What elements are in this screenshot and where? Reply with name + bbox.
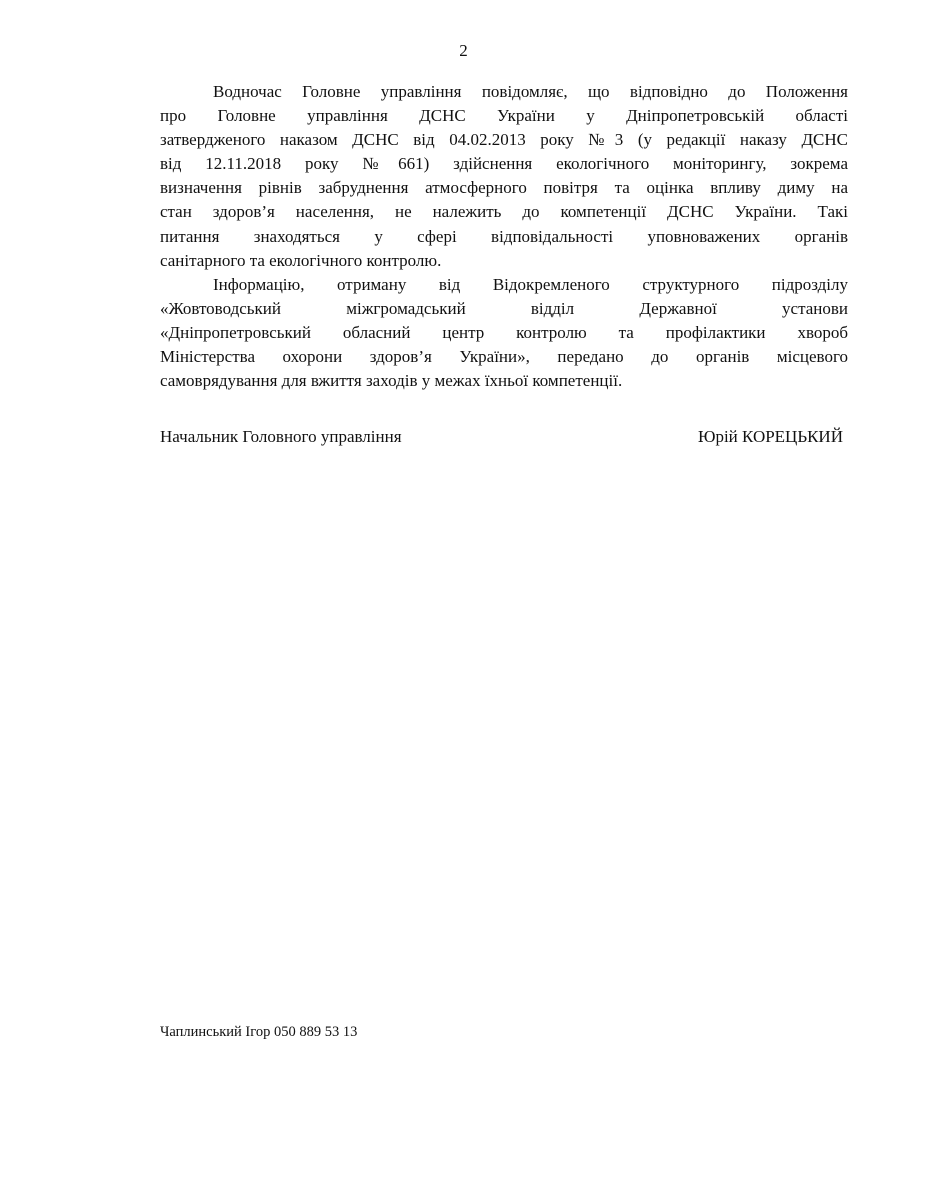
text-line: «Дніпропетровський обласний центр контролю та профілактики хвороб xyxy=(160,322,848,342)
text-line: визначення рівнів забруднення атмосферного повітря та оцінка впливу диму на xyxy=(160,178,848,198)
text-line: Водночас Головне управління повідомляє, що відповідно до Положення xyxy=(213,82,848,101)
text-line: «Жовтоводський міжгромадський відділ Державної установи xyxy=(160,298,848,318)
text-line: питання знаходяться у сфері відповідальності уповноважених органів xyxy=(160,226,848,246)
paragraph-2 xyxy=(160,273,848,393)
executor-contact: Чаплинський Ігор 050 889 53 13 xyxy=(160,1024,358,1040)
paragraph-1 xyxy=(160,80,848,273)
page-number: 2 xyxy=(459,41,468,60)
text-line: самоврядування для вжиття заходів у межах їхньої компетенції. xyxy=(160,371,623,391)
text-line: Міністерства охорони здоров’я України», передано до органів місцевого xyxy=(160,347,848,367)
letter-body xyxy=(160,80,848,393)
text-line: санітарного та екологічного контролю. xyxy=(160,250,442,270)
text-line: від 12.11.2018 року №661) здійснення екологічного моніторингу, зокрема xyxy=(160,154,848,174)
text-line: Інформацію, отриману від Відокремленого структурного підрозділу xyxy=(213,274,848,294)
signatory-name: Юрій КОРЕЦЬКИЙ xyxy=(697,427,843,446)
signatory-position: Начальник Головного управління xyxy=(160,427,402,446)
text-line: про Головне управління ДСНС України у Дніпропетровській області xyxy=(160,106,848,126)
text-line: затвердженого наказом ДСНС від 04.02.2013 року №3 (у редакції наказу ДСНС xyxy=(160,130,848,150)
text-line: стан здоров’я населення, не належить до компетенції ДСНС України. Такі xyxy=(160,202,848,222)
signature-block xyxy=(160,426,843,448)
